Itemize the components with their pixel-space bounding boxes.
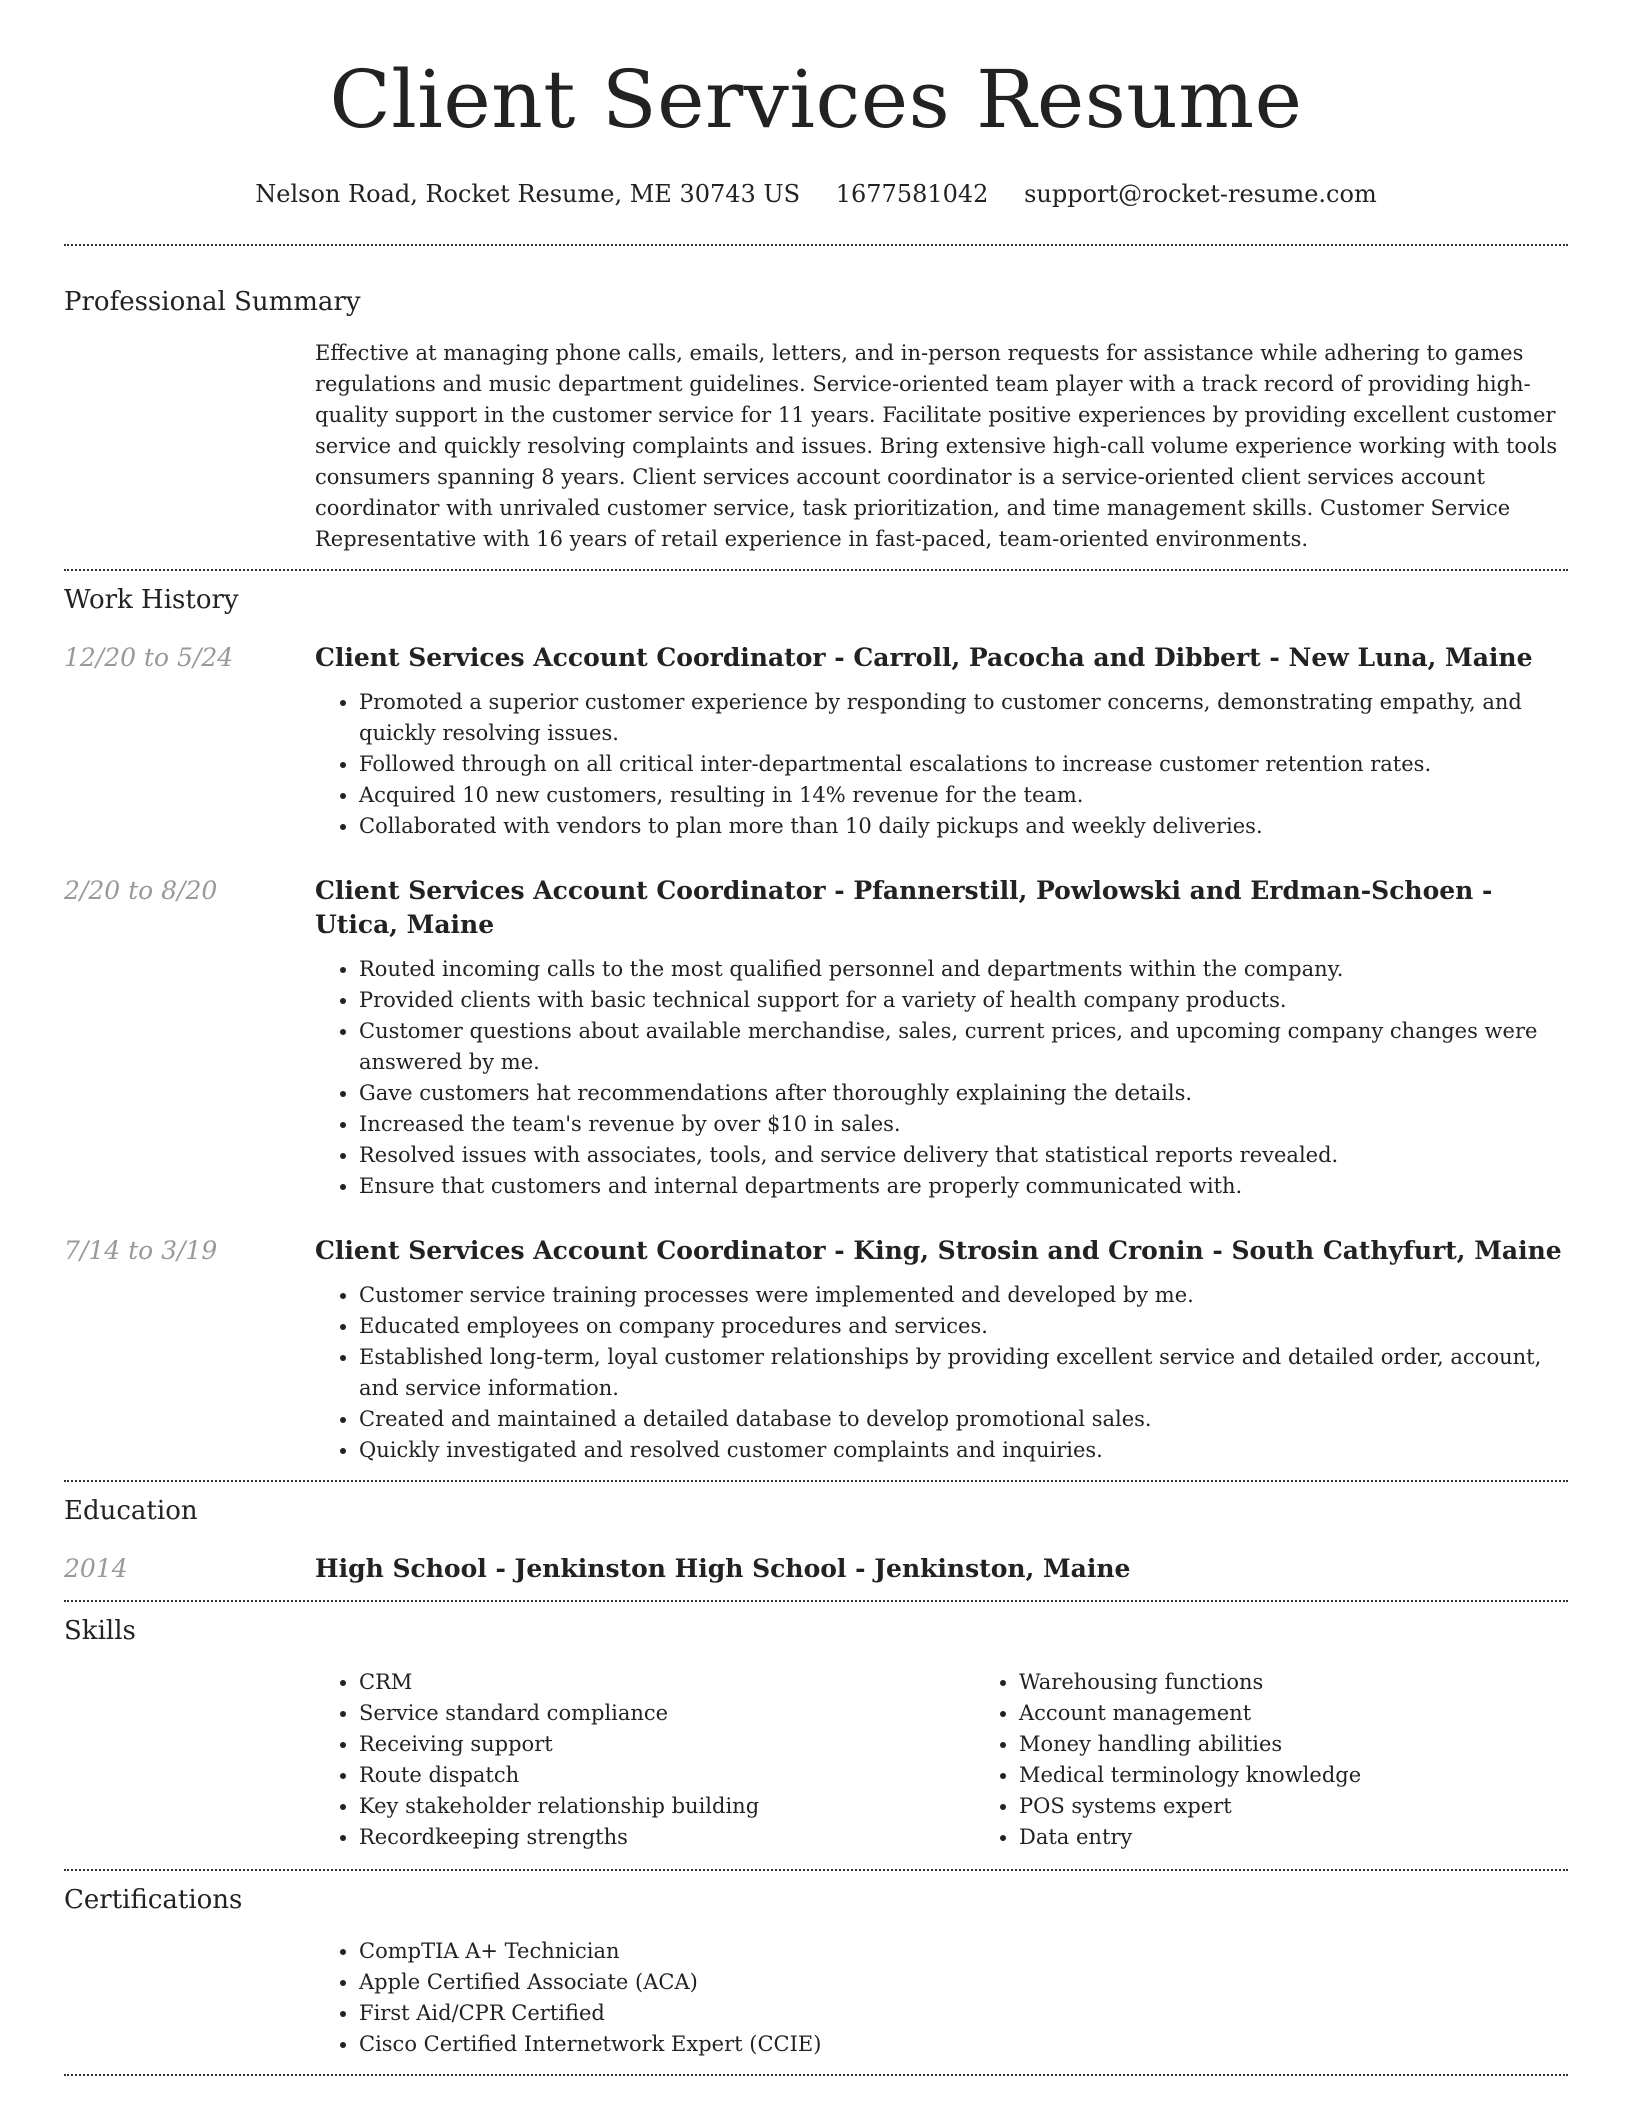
job-bullet: • Increased the team's revenue by over $10 in sales.	[359, 1109, 1568, 1140]
job-bullet: • Followed through on all critical inter-departmental escalations to increase customer retention rates.	[359, 749, 1568, 780]
certification-item: • First Aid/CPR Certified	[359, 1998, 1568, 2029]
job-bullets	[315, 954, 1568, 1202]
skill-item: • Key stakeholder relationship building	[359, 1791, 975, 1822]
job-entry	[64, 874, 1568, 1202]
job-entry	[64, 1234, 1568, 1466]
skills-list-right	[975, 1667, 1568, 1853]
job-bullet: • Customer service training processes were implemented and developed by me.	[359, 1280, 1568, 1311]
job-bullets	[315, 687, 1568, 842]
contact-address: Nelson Road, Rocket Resume, ME 30743 US	[255, 180, 801, 208]
job-title: Client Services Account Coordinator - King, Strosin and Cronin - South Cathyfurt, Maine	[315, 1236, 1562, 1265]
summary-text: Effective at managing phone calls, emails, letters, and in-person requests for assistance while adhering to games regulations and music department guidelines. Service-oriented team player with a track record of providing high-quality support in the customer service for 11 years. Facilitate positive experiences by providing excellent customer service and quickly resolving complaints and issues. Bring extensive high-call volume experience working with tools consumers spanning 8 years. Client services account coordinator is a service-oriented client services account coordinator with unrivaled customer service, task prioritization, and time management skills. Customer Service Representative with 16 years of retail experience in fast-paced, team-oriented environments.	[315, 341, 1558, 551]
skill-item: • Account management	[1019, 1698, 1568, 1729]
contact-phone: 1677581042	[835, 180, 989, 208]
skill-item: • Money handling abilities	[1019, 1729, 1568, 1760]
job-dates: 2/20 to 8/20	[64, 876, 218, 905]
certification-item: • Apple Certified Associate (ACA)	[359, 1967, 1568, 1998]
job-bullet: • Resolved issues with associates, tools, and service delivery that statistical reports revealed.	[359, 1140, 1568, 1171]
resume-title: Client Services Resume	[329, 53, 1303, 146]
skills-list-left	[315, 1667, 975, 1853]
job-bullet: • Promoted a superior customer experience by responding to customer concerns, demonstrating empathy, and quickly resolving issues.	[359, 687, 1568, 749]
section-divider	[64, 1600, 1568, 1602]
job-dates: 7/14 to 3/19	[64, 1236, 218, 1265]
certifications-row	[64, 1936, 1568, 2060]
job-bullet: • Routed incoming calls to the most qualified personnel and departments within the company.	[359, 954, 1568, 985]
job-bullet: • Collaborated with vendors to plan more than 10 daily pickups and weekly deliveries.	[359, 811, 1568, 842]
certifications-heading: Certifications	[64, 1885, 243, 1915]
education-dates: 2014	[64, 1554, 128, 1583]
job-bullet: • Acquired 10 new customers, resulting in 14% revenue for the team.	[359, 780, 1568, 811]
skill-item: • Data entry	[1019, 1822, 1568, 1853]
skills-heading: Skills	[64, 1616, 136, 1646]
contact-email: support@rocket-resume.com	[1024, 180, 1377, 208]
job-bullet: • Created and maintained a detailed database to develop promotional sales.	[359, 1404, 1568, 1435]
section-divider	[64, 244, 1568, 246]
certifications-section	[64, 1883, 1568, 2060]
job-dates: 12/20 to 5/24	[64, 643, 234, 672]
skills-row	[64, 1667, 1568, 1853]
job-bullet: • Quickly investigated and resolved customer complaints and inquiries.	[359, 1435, 1568, 1466]
education-heading: Education	[64, 1496, 198, 1526]
certification-item: • CompTIA A+ Technician	[359, 1936, 1568, 1967]
summary-heading: Professional Summary	[64, 287, 361, 317]
work-heading: Work History	[64, 585, 239, 615]
job-title: Client Services Account Coordinator - Pfannerstill, Powlowski and Erdman-Schoen - Utica, Maine	[315, 876, 1493, 939]
section-divider	[64, 1480, 1568, 1482]
certifications-list	[315, 1936, 1568, 2060]
section-divider	[64, 569, 1568, 571]
skill-item: • Recordkeeping strengths	[359, 1822, 975, 1853]
skill-item: • Receiving support	[359, 1729, 975, 1760]
education-entry	[64, 1552, 1568, 1586]
skill-item: • Service standard compliance	[359, 1698, 975, 1729]
contact-line	[64, 178, 1568, 210]
work-section	[64, 583, 1568, 1466]
summary-section	[64, 285, 1568, 555]
job-bullets	[315, 1280, 1568, 1466]
skill-item: • Medical terminology knowledge	[1019, 1760, 1568, 1791]
skill-item: • Route dispatch	[359, 1760, 975, 1791]
education-title: High School - Jenkinston High School - Jenkinston, Maine	[315, 1554, 1131, 1583]
job-bullet: • Customer questions about available merchandise, sales, current prices, and upcoming company changes were answered by me.	[359, 1016, 1568, 1078]
resume-header	[64, 0, 1568, 210]
job-title: Client Services Account Coordinator - Carroll, Pacocha and Dibbert - New Luna, Maine	[315, 643, 1533, 672]
skills-section	[64, 1614, 1568, 1853]
job-bullet: • Educated employees on company procedures and services.	[359, 1311, 1568, 1342]
skill-item: • POS systems expert	[1019, 1791, 1568, 1822]
skill-item: • CRM	[359, 1667, 975, 1698]
job-bullet: • Established long-term, loyal customer relationships by providing excellent service and detailed order, account, and service information.	[359, 1342, 1568, 1404]
section-divider	[64, 1869, 1568, 1871]
skills-grid	[315, 1667, 1568, 1853]
job-bullet: • Gave customers hat recommendations after thoroughly explaining the details.	[359, 1078, 1568, 1109]
skill-item: • Warehousing functions	[1019, 1667, 1568, 1698]
section-divider	[64, 2074, 1568, 2076]
education-section	[64, 1494, 1568, 1586]
job-entry	[64, 641, 1568, 842]
certification-item: • Cisco Certified Internetwork Expert (CCIE)	[359, 2029, 1568, 2060]
job-bullet: • Ensure that customers and internal departments are properly communicated with.	[359, 1171, 1568, 1202]
job-bullet: • Provided clients with basic technical support for a variety of health company products.	[359, 985, 1568, 1016]
summary-row	[64, 338, 1568, 555]
